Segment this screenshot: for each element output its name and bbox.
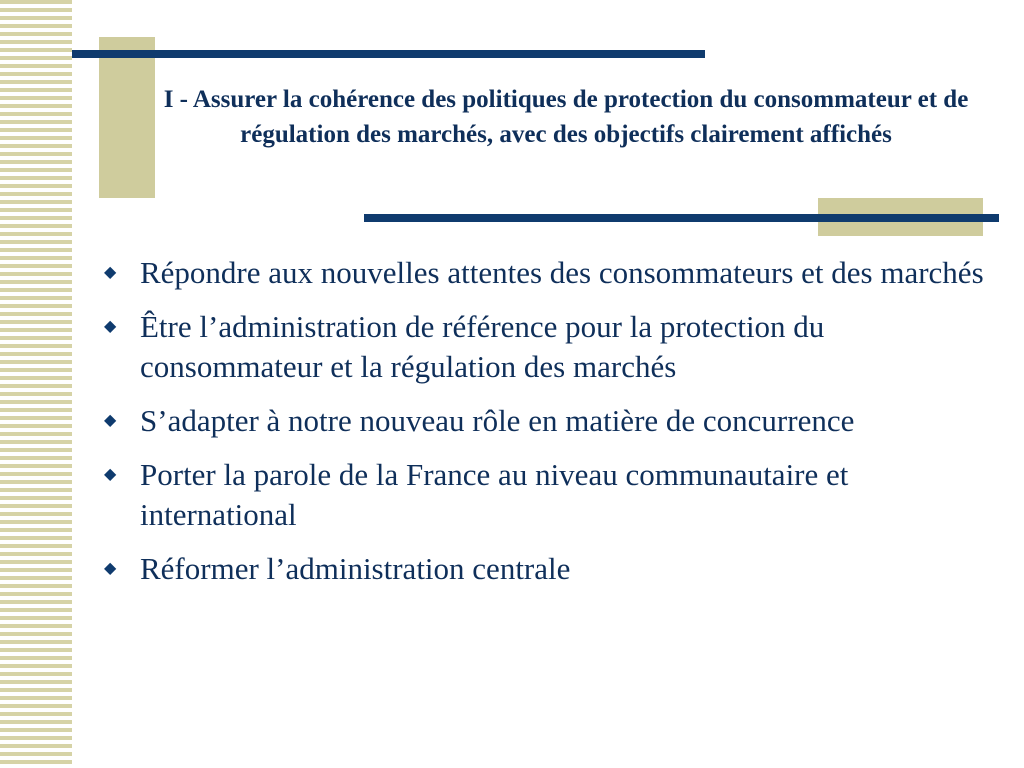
slide-title: I - Assurer la cohérence des politiques de protection du consommateur et de régulation des marchés, avec des objectifs clairement affichés <box>163 86 969 148</box>
bullet-item <box>100 549 995 589</box>
bullet-item <box>100 253 995 293</box>
bullet-text: Réformer l’administration centrale <box>140 551 571 586</box>
decorative-stripes <box>0 0 72 768</box>
bullet-text: S’adapter à notre nouveau rôle en matière de concurrence <box>140 403 855 438</box>
bullet-item <box>100 307 995 387</box>
diamond-bullet-icon: ◆ <box>104 412 117 429</box>
bullet-list <box>100 253 995 603</box>
diamond-bullet-icon: ◆ <box>104 560 117 577</box>
title-rule-bottom <box>364 214 999 222</box>
diamond-bullet-icon: ◆ <box>104 264 117 281</box>
bullet-item <box>100 401 995 441</box>
diamond-bullet-icon: ◆ <box>104 466 117 483</box>
bullet-item <box>100 455 995 535</box>
title-rule-top <box>72 50 705 58</box>
accent-block-left <box>99 37 155 198</box>
bullet-text: Être l’administration de référence pour la protection du consommateur et la régulation des marchés <box>140 309 825 384</box>
diamond-bullet-icon: ◆ <box>104 318 117 335</box>
bullet-text: Porter la parole de la France au niveau communautaire et international <box>140 457 849 532</box>
bullet-text: Répondre aux nouvelles attentes des consommateurs et des marchés <box>140 255 984 290</box>
